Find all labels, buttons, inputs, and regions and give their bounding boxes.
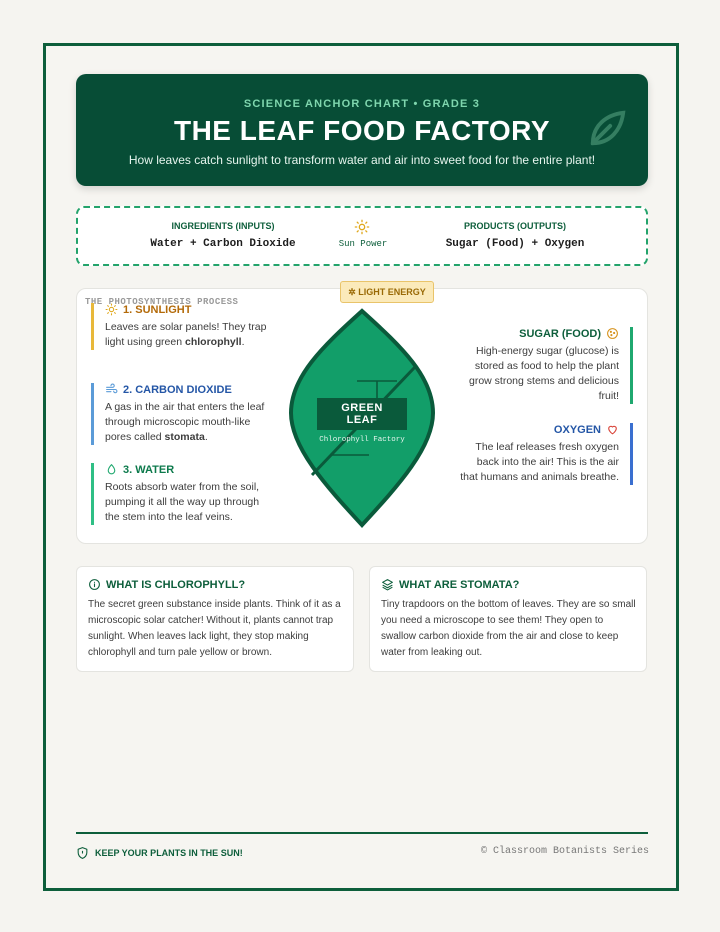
photosynthesis-process-panel (76, 288, 648, 544)
step-text-bold: chlorophyll (184, 336, 242, 348)
header-kicker: SCIENCE ANCHOR CHART • GRADE 3 (243, 98, 481, 110)
output-title: SUGAR (FOOD) (519, 327, 601, 340)
outputs-value: Sugar (Food) + Oxygen (445, 238, 585, 250)
step-text (105, 400, 275, 445)
chart-frame (43, 43, 679, 891)
footer-divider (76, 832, 648, 834)
page-subtitle: How leaves catch sunlight to transform water and air into sweet food for the entire plant! (128, 153, 596, 167)
header-banner (76, 74, 648, 186)
step-title: 1. SUNLIGHT (123, 303, 192, 316)
step-text-bold: stomata (164, 431, 205, 443)
step-water (91, 463, 275, 525)
output-text: High-energy sugar (glucose) is stored as food to help the plant grow strong stems and delicious fruit! (469, 345, 619, 402)
output-title: OXYGEN (553, 423, 601, 436)
step-text-a: Roots absorb water from the soil, pumping it all the way up through the stem into the leaf veins. (105, 481, 260, 523)
step-sunlight (91, 303, 275, 350)
cookie-icon (606, 327, 619, 340)
sun-icon (354, 219, 370, 235)
step-carbon-dioxide (91, 383, 275, 445)
card-text: The secret green substance inside plants. Think of it as a microscopic solar catcher! Without it, plants cannot trap sunlight. When leaves lack light, they stop making chlorophyll and turn pale yellow or brown. (88, 599, 341, 658)
wind-icon (105, 383, 118, 396)
outputs-label: PRODUCTS (OUTPUTS) (464, 221, 566, 231)
output-text: The leaf releases fresh oxygen back into the air! This is the air that humans and animals breathe. (460, 441, 619, 483)
step-title: 3. WATER (123, 463, 175, 476)
heart-icon (606, 423, 619, 436)
leaf-diagram (287, 307, 437, 529)
step-text-a: Leaves are solar panels! They trap light using green (105, 321, 267, 348)
leaf-icon (582, 102, 634, 154)
info-icon (88, 578, 101, 591)
sun-icon (105, 303, 118, 316)
step-text-a: A gas in the air that enters the leaf through microscopic mouth-like pores called (105, 401, 265, 443)
step-text (105, 480, 275, 525)
inputs-label: INGREDIENTS (INPUTS) (171, 221, 275, 231)
footer-tagline (76, 846, 243, 860)
layers-icon (381, 578, 394, 591)
leaf-label (317, 398, 407, 444)
card-text: Tiny trapdoors on the bottom of leaves. They are so small you need a microscope to see them! They open to swallow carbon dioxide from the air and close to keep water from leaking out. (381, 599, 636, 658)
process-label: THE PHOTOSYNTHESIS PROCESS (85, 297, 239, 307)
card-title: WHAT ARE STOMATA? (399, 578, 520, 591)
footer-left-text: KEEP YOUR PLANTS IN THE SUN! (95, 848, 243, 858)
leaf-caption: Chlorophyll Factory (319, 436, 405, 444)
output-sugar (459, 327, 633, 404)
step-text-b: . (241, 336, 245, 348)
output-oxygen (459, 423, 633, 485)
shield-icon (76, 846, 89, 860)
droplet-icon (105, 463, 118, 476)
inputs-value: Water + Carbon Dioxide (150, 238, 296, 250)
chlorophyll-card (76, 566, 354, 672)
stomata-card (369, 566, 647, 672)
light-energy-label: LIGHT ENERGY (358, 287, 426, 297)
leaf-name: GREEN LEAF (317, 398, 407, 430)
step-text (105, 320, 275, 350)
footer-credit: © Classroom Botanists Series (480, 846, 649, 857)
inputs-outputs-box (76, 206, 648, 266)
step-text-b: . (204, 431, 208, 443)
sun-power-label: Sun Power (338, 239, 388, 249)
card-title: WHAT IS CHLOROPHYLL? (106, 578, 246, 591)
sparkle-icon: ✲ (348, 287, 356, 297)
step-title: 2. CARBON DIOXIDE (123, 383, 232, 396)
page-title: THE LEAF FOOD FACTORY (173, 115, 551, 146)
light-energy-badge (340, 281, 434, 303)
